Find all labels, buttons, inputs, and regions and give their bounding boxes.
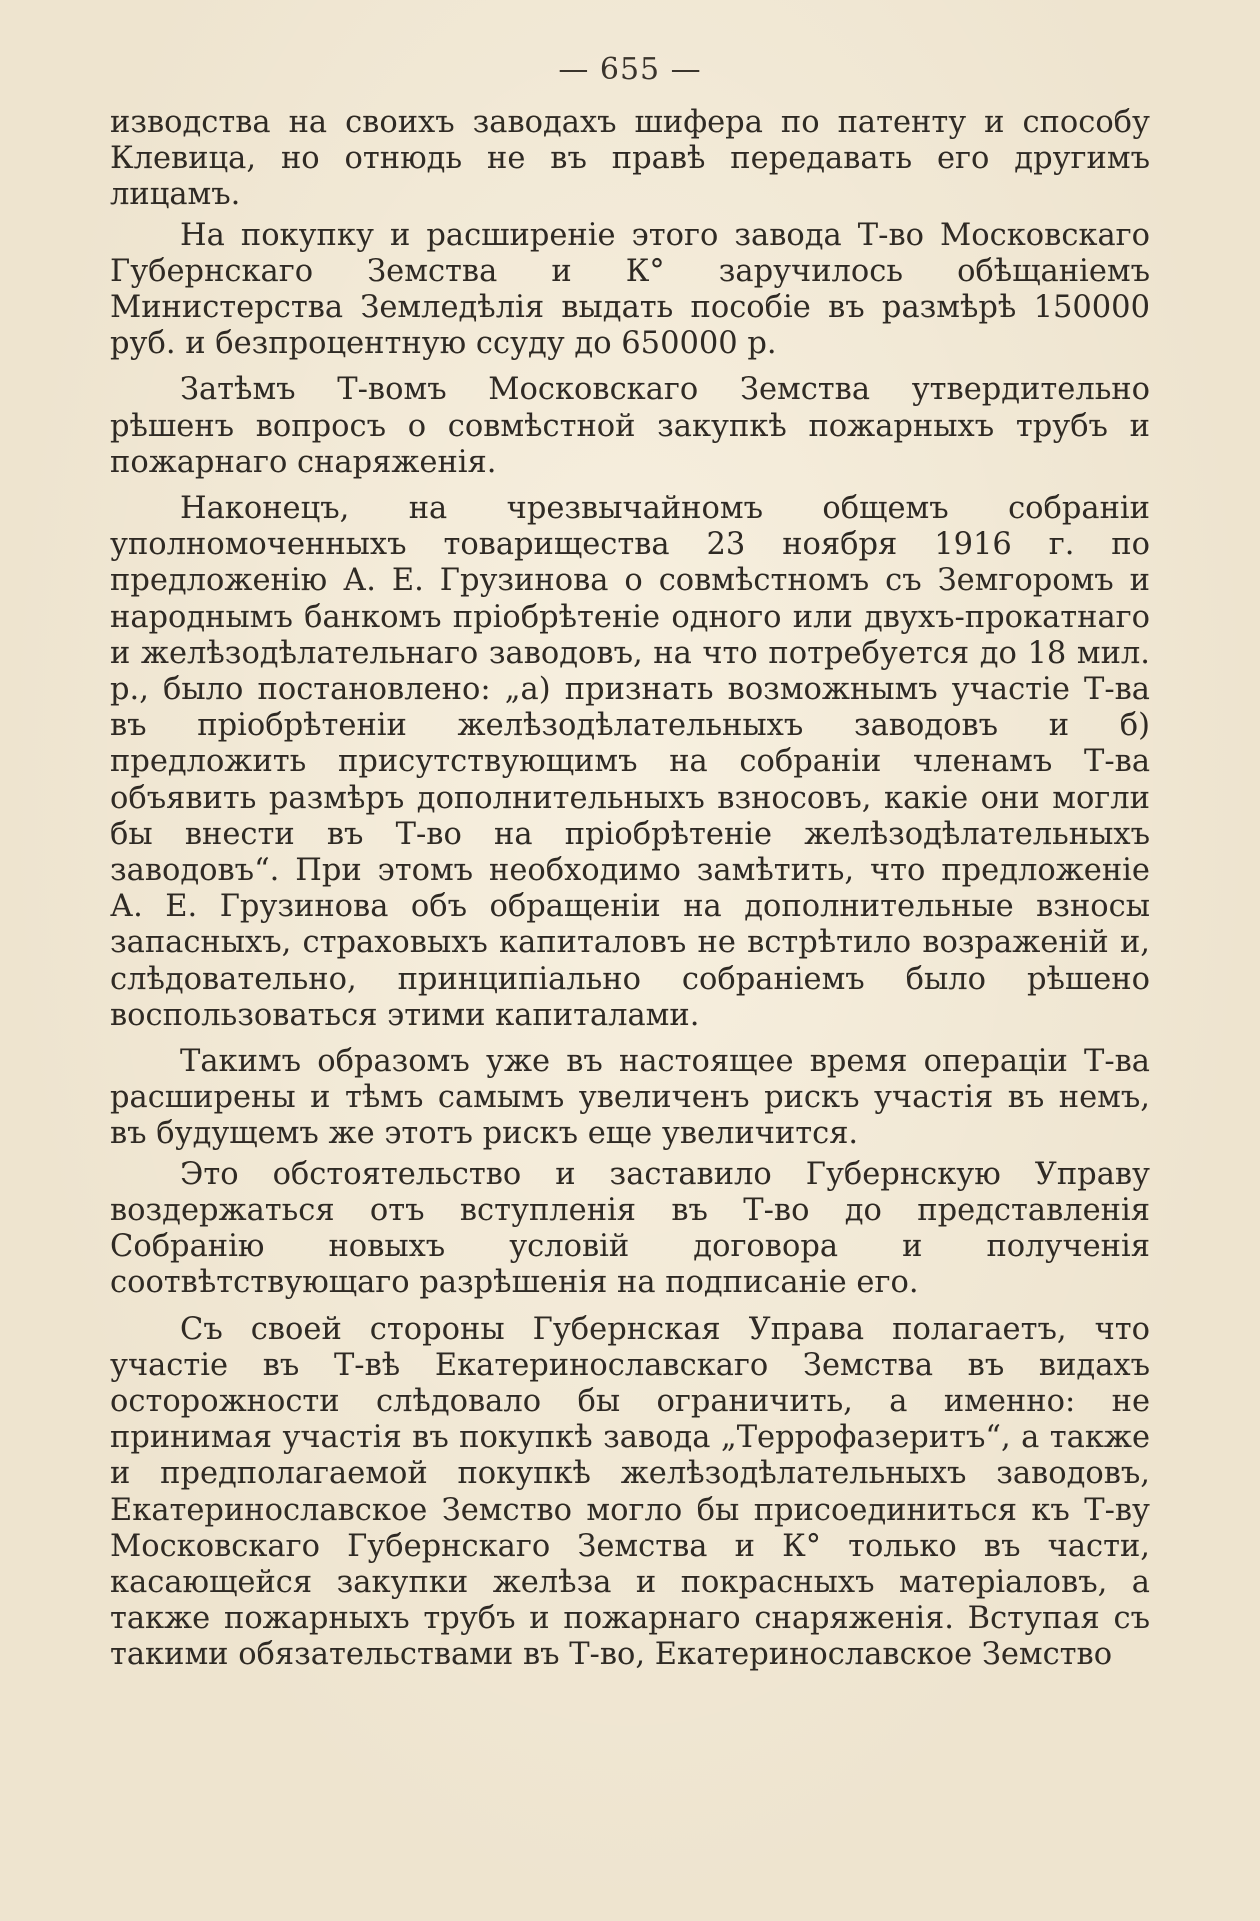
paragraph-extraordinary-meeting: Наконецъ, на чрезвычайномъ общемъ собраніи уполномоченныхъ товарищества 23 ноября 1916 г. по предложенію А. Е. Грузинова о совмѣстномъ съ Земгоромъ и народнымъ банкомъ пріобрѣтеніе одного или двухъ-прокатнаго и желѣзодѣлательнаго заводовъ, на что потребуется до 18 мил. р., было постановлено: „а) признать возможнымъ участіе Т-ва въ пріобрѣтеніи желѣзодѣлательныхъ заводовъ и б) предложить присутствующимъ на собраніи членамъ Т-ва объявить размѣръ дополнительныхъ взносовъ, какіе они могли бы внести въ Т-во на пріобрѣтеніе желѣзодѣлательныхъ заводовъ“. При этомъ необходимо замѣтить, что предложеніе А. Е. Грузинова объ обращеніи на дополнительные взносы запасныхъ, страховыхъ капиталовъ не встрѣтило возраженій и, слѣдовательно, принципіально собраніемъ было рѣшено воспользоваться этими капиталами.	[110, 491, 1150, 1033]
paragraph-risk: Такимъ образомъ уже въ настоящее время операціи Т-ва расширены и тѣмъ самымъ увеличенъ рискъ участія въ немъ, въ будущемъ же этотъ рискъ еще увеличится.	[110, 1044, 1150, 1152]
paragraph-proposal: Съ своей стороны Губернская Управа полагаетъ, что участіе въ Т-вѣ Екатеринославскаго Земства въ видахъ осторожности слѣдовало бы ограничить, а именно: не принимая участія въ покупкѣ завода „Террофазеритъ“, а также и предполагаемой покупкѣ желѣзодѣлательныхъ заводовъ, Екатеринославское Земство могло бы присоединиться къ Т-ву Московскаго Губернскаго Земства и К° только въ части, касающейся закупки желѣза и покрасныхъ матеріаловъ, а также пожарныхъ трубъ и пожарнаго снаряженія. Вступая съ такими обязательствами въ Т-во, Екатеринославское Земство	[110, 1311, 1150, 1673]
paragraph-continuation: изводства на своихъ заводахъ шифера по патенту и способу Клевица, но отнюдь не въ правѣ передавать его другимъ лицамъ.	[110, 105, 1150, 213]
paragraph-fire-equipment: Затѣмъ Т-вомъ Московскаго Земства утвердительно рѣшенъ вопросъ о совмѣстной закупкѣ пожарныхъ трубъ и пожарнаго снаряженія.	[110, 372, 1150, 480]
paragraph-abstain: Это обстоятельство и заставило Губернскую Управу воздержаться отъ вступленія въ Т-во до представленія Собранію новыхъ условій договора и полученія соотвѣтствующаго разрѣшенія на подписаніе его.	[110, 1156, 1150, 1301]
page-number: — 655 —	[558, 52, 702, 87]
body-text	[110, 105, 1150, 1674]
paragraph-purchase: На покупку и расширеніе этого завода Т-во Московскаго Губернскаго Земства и К° заручилось обѣщаніемъ Министерства Земледѣлія выдать пособіе въ размѣрѣ 150000 руб. и безпроцентную ссуду до 650000 р.	[110, 217, 1150, 362]
